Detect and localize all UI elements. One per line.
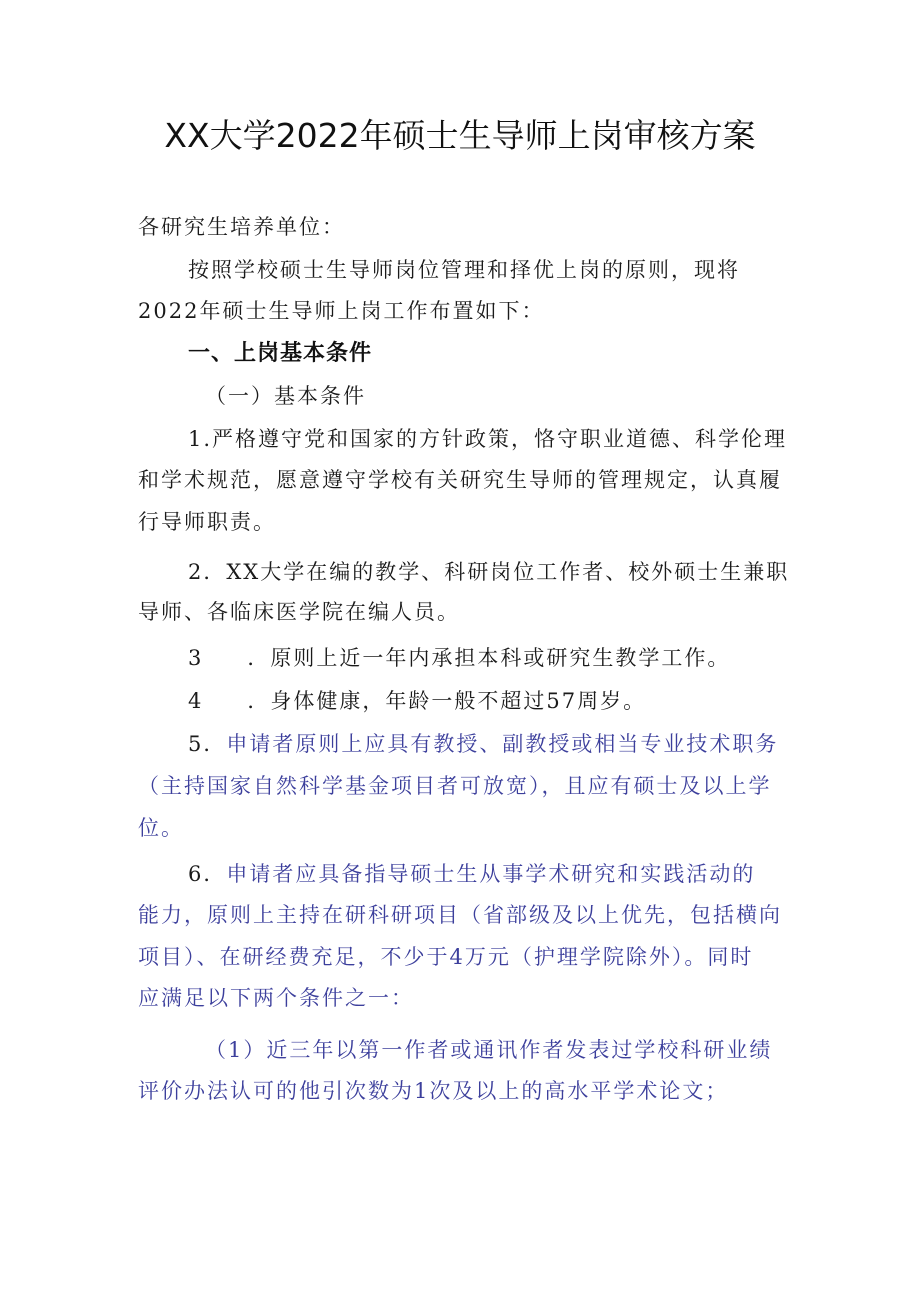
item-5-line-2: （主持国家自然科学基金项目者可放宽），且应有硕士及以上学 bbox=[138, 774, 772, 798]
item-1-line-2: 和学术规范，愿意遵守学校有关研究生导师的管理规定，认真履 bbox=[138, 468, 782, 492]
item-2-line-1: 2．XX大学在编的教学、科研岗位工作者、校外硕士生兼职 bbox=[188, 560, 790, 584]
item-5-line-3: 位。 bbox=[138, 816, 184, 840]
item-5-text-1: 申请者原则上应具有教授、副教授或相当专业技术职务 bbox=[226, 732, 779, 756]
item-3 bbox=[188, 643, 730, 673]
item-4-number: 4 bbox=[188, 689, 204, 713]
intro-line-1: 按照学校硕士生导师岗位管理和择优上岗的原则，现将 bbox=[188, 258, 740, 282]
item-3-text: ．原则上近一年内承担本科或研究生教学工作。 bbox=[247, 646, 731, 670]
condition-1-line-2: 评价办法认可的他引次数为1次及以上的高水平学术论文； bbox=[138, 1079, 729, 1103]
salutation: 各研究生培养单位： bbox=[138, 215, 345, 239]
item-6-line-4: 应满足以下两个条件之一： bbox=[138, 986, 414, 1010]
section-heading-1: 一、上岗基本条件 bbox=[188, 341, 373, 366]
item-6-number: 6． bbox=[188, 862, 227, 886]
item-6-line-2: 能力，原则上主持在研科研项目（省部级及以上优先，包括横向 bbox=[138, 903, 782, 927]
item-6-line-1 bbox=[188, 859, 755, 889]
condition-1-line-1: （1）近三年以第一作者或通讯作者发表过学校科研业绩 bbox=[205, 1038, 773, 1062]
intro-line-2: 2022年硕士生导师上岗工作布置如下： bbox=[138, 299, 545, 323]
item-2-line-2: 导师、各临床医学院在编人员。 bbox=[138, 600, 460, 624]
item-5-line-1 bbox=[188, 729, 778, 759]
item-3-number: 3 bbox=[188, 646, 204, 670]
item-5-number: 5． bbox=[188, 732, 227, 756]
item-4-text: ．身体健康，年龄一般不超过57周岁。 bbox=[247, 689, 647, 713]
item-4 bbox=[188, 686, 646, 716]
item-6-text-1: 申请者应具备指导硕士生从事学术研究和实践活动的 bbox=[226, 862, 756, 886]
item-6-line-3: 项目）、在研经费充足，不少于4万元（护理学院除外）。同时 bbox=[138, 945, 754, 969]
item-1-line-3: 行导师职责。 bbox=[138, 510, 276, 534]
item-1-line-1: 1.严格遵守党和国家的方针政策，恪守职业道德、科学伦理 bbox=[188, 427, 788, 451]
document-title: XX大学2022年硕士生导师上岗审核方案 bbox=[164, 116, 756, 155]
subsection-heading-1: （一）基本条件 bbox=[205, 384, 366, 408]
